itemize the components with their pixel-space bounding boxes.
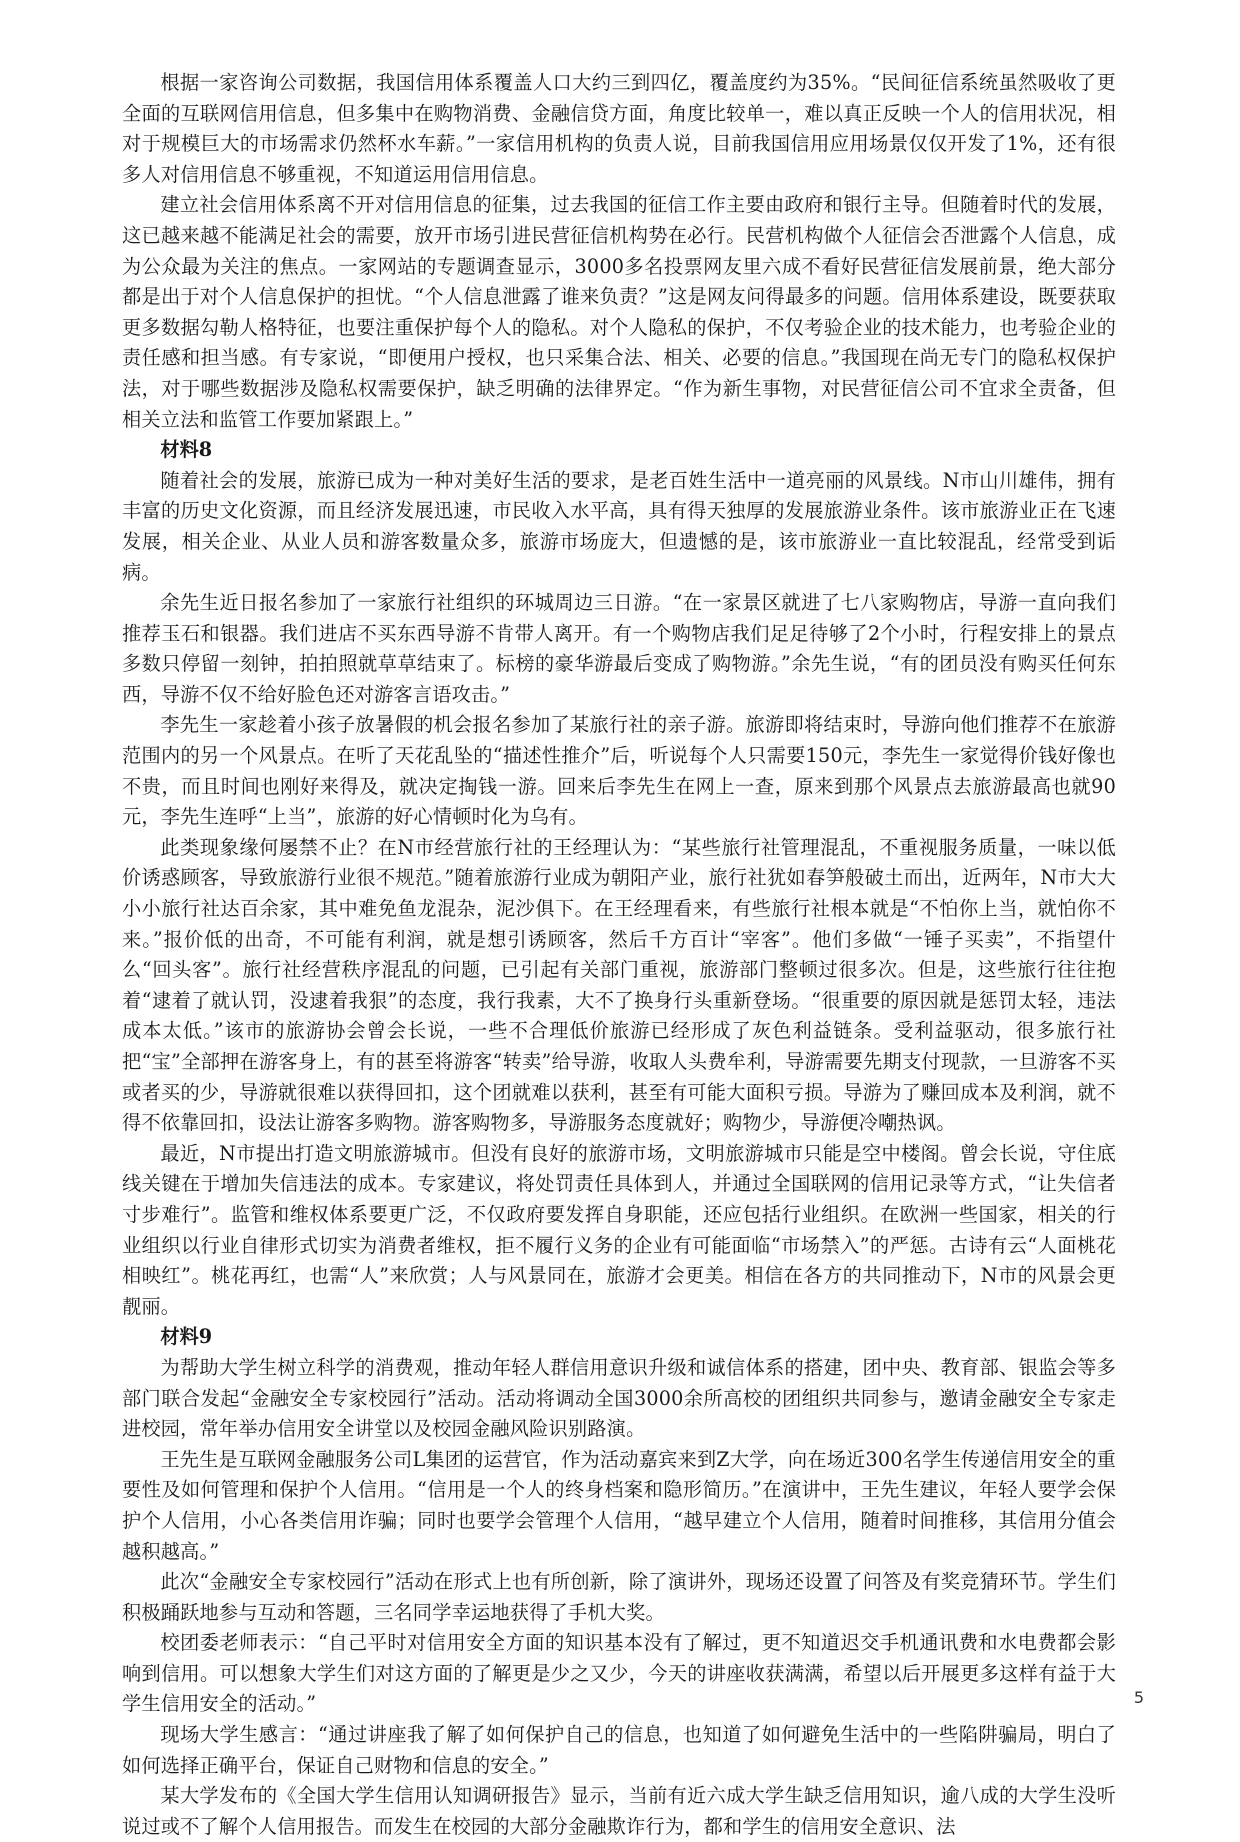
section-heading: 材料8 (160, 438, 213, 462)
paragraph: 校团委老师表示：“自己平时对信用安全方面的知识基本没有了解过，更不知道迟交手机通讯费和水电费都会影响到信用。可以想象大学生们对这方面的了解更是少之又少，今天的讲座收获满满，希望以后开展更多这样有益于大学生信用安全的活动。” (122, 1631, 1116, 1716)
paragraph: 余先生近日报名参加了一家旅行社组织的环城周边三日游。“在一家景区就进了七八家购物店，导游一直向我们推荐玉石和银器。我们进店不买东西导游不肯带人离开。有一个购物店我们足足待够了2个小时，行程安排上的景点多数只停留一刻钟，拍拍照就草草结束了。标榜的豪华游最后变成了购物游。”余先生说，“有的团员没有购买任何东西，导游不仅不给好脸色还对游客言语攻击。” (122, 591, 1116, 706)
paragraph: 某大学发布的《全国大学生信用认知调研报告》显示，当前有近六成大学生缺乏信用知识，逾八成的大学生没听说过或不了解个人信用报告。而发生在校园的大部分金融欺诈行为，都和学生的信用安全意识、法 (122, 1784, 1116, 1838)
section-heading: 材料9 (160, 1325, 213, 1349)
paragraph: 王先生是互联网金融服务公司L集团的运营官，作为活动嘉宾来到Z大学，向在场近300名学生传递信用安全的重要性及如何管理和保护个人信用。“信用是一个人的终身档案和隐形简历。”在演讲中，王先生建议，年轻人要学会保护个人信用，小心各类信用诈骗；同时也要学会管理个人信用，“越早建立个人信用，随着时间推移，其信用分值会越积越高。” (122, 1447, 1116, 1563)
paragraph: 现场大学生感言：“通过讲座我了解了如何保护自己的信息，也知道了如何避免生活中的一些陷阱骗局，明白了如何选择正确平台，保证自己财物和信息的安全。” (122, 1723, 1116, 1777)
paragraph: 根据一家咨询公司数据，我国信用体系覆盖人口大约三到四亿，覆盖度约为35%。“民间征信系统虽然吸收了更全面的互联网信用信息，但多集中在购物消费、金融信贷方面，角度比较单一，难以真正反映一个人的信用状况，相对于规模巨大的市场需求仍然杯水车薪。”一家信用机构的负责人说，目前我国信用应用场景仅仅开发了1%，还有很多人对信用信息不够重视，不知道运用信用信息。 (122, 71, 1116, 186)
paragraph: 此类现象缘何屡禁不止？在N市经营旅行社的王经理认为：“某些旅行社管理混乱，不重视服务质量，一味以低价诱惑顾客，导致旅游行业很不规范。”随着旅游行业成为朝阳产业，旅行社犹如春笋般破土而出，近两年，N市大大小小旅行社达百余家，其中难免鱼龙混杂，泥沙俱下。在王经理看来，有些旅行社根本就是“不怕你上当，就怕你不来。”报价低的出奇，不可能有利润，就是想引诱顾客，然后千方百计“宰客”。他们多做“一锤子买卖”，不指望什么“回头客”。旅行社经营秩序混乱的问题，已引起有关部门重视，旅游部门整顿过很多次。但是，这些旅行往往抱着“逮着了就认罚，没逮着我狠”的态度，我行我素，大不了换身行头重新登场。“很重要的原因就是惩罚太轻，违法成本太低。”该市的旅游协会曾会长说，一些不合理低价旅游已经形成了灰色利益链条。受利益驱动，很多旅行社把“宝”全部押在游客身上，有的甚至将游客“转卖”给导游，收取人头费牟利，导游需要先期支付现款，一旦游客不买或者买的少，导游就很难以获得回扣，这个团就难以获利，甚至有可能大面积亏损。导游为了赚回成本及利润，就不得不依靠回扣，设法让游客多购物。游客购物多，导游服务态度就好；购物少，导游便冷嘲热讽。 (122, 835, 1116, 1135)
paragraph: 建立社会信用体系离不开对信用信息的征集，过去我国的征信工作主要由政府和银行主导。但随着时代的发展，这已越来越不能满足社会的需要，放开市场引进民营征信机构势在必行。民营机构做个人征信会否泄露个人信息，成为公众最为关注的焦点。一家网站的专题调查显示，3000多名投票网友里六成不看好民营征信发展前景，绝大部分都是出于对个人信息保护的担忧。“个人信息泄露了谁来负责？”这是网友问得最多的问题。信用体系建设，既要获取更多数据勾勒人格特征，也要注重保护每个人的隐私。对个人隐私的保护，不仅考验企业的技术能力，也考验企业的责任感和担当感。有专家说，“即便用户授权，也只采集合法、相关、必要的信息。”我国现在尚无专门的隐私权保护法，对于哪些数据涉及隐私权需要保护，缺乏明确的法律界定。“作为新生事物，对民营征信公司不宜求全责备，但相关立法和监管工作要加紧跟上。” (122, 193, 1116, 431)
paragraph: 此次“金融安全专家校园行”活动在形式上也有所创新，除了演讲外，现场还设置了问答及有奖竞猜环节。学生们积极踊跃地参与互动和答题，三名同学幸运地获得了手机大奖。 (122, 1570, 1116, 1624)
paragraph: 为帮助大学生树立科学的消费观，推动年轻人群信用意识升级和诚信体系的搭建，团中央、教育部、银监会等多部门联合发起“金融安全专家校园行”活动。活动将调动全国3000余所高校的团组织共同参与，邀请金融安全专家走进校园，常年举办信用安全讲堂以及校园金融风险识别路演。 (122, 1355, 1116, 1441)
page-number: 5 (1133, 1688, 1144, 1707)
paragraph: 最近，N市提出打造文明旅游城市。但没有良好的旅游市场，文明旅游城市只能是空中楼阁。曾会长说，守住底线关键在于增加失信违法的成本。专家建议，将处罚责任具体到人，并通过全国联网的信用记录等方式，“让失信者寸步难行”。监管和维权体系要更广泛，不仅政府要发挥自身职能，还应包括行业组织。在欧洲一些国家，相关的行业组织以行业自律形式切实为消费者维权，拒不履行义务的企业有可能面临“市场禁入”的严惩。古诗有云“人面桃花相映红”。桃花再红，也需“人”来欣赏；人与风景同在，旅游才会更美。相信在各方的共同推动下，N市的风景会更靓丽。 (122, 1141, 1116, 1318)
document-body (122, 68, 1116, 1842)
paragraph: 随着社会的发展，旅游已成为一种对美好生活的要求，是老百姓生活中一道亮丽的风景线。N市山川雄伟，拥有丰富的历史文化资源，而且经济发展迅速，市民收入水平高，具有得天独厚的发展旅游业条件。该市旅游业正在飞速发展，相关企业、从业人员和游客数量众多，旅游市场庞大，但遗憾的是，该市旅游业一直比较混乱，经常受到诟病。 (122, 468, 1116, 584)
paragraph: 李先生一家趁着小孩子放暑假的机会报名参加了某旅行社的亲子游。旅游即将结束时，导游向他们推荐不在旅游范围内的另一个风景点。在听了天花乱坠的“描述性推介”后，听说每个人只需要150元，李先生一家觉得价钱好像也不贵，而且时间也刚好来得及，就决定掏钱一游。回来后李先生在网上一查，原来到那个风景点去旅游最高也就90元，李先生连呼“上当”，旅游的好心情顿时化为乌有。 (122, 713, 1116, 829)
